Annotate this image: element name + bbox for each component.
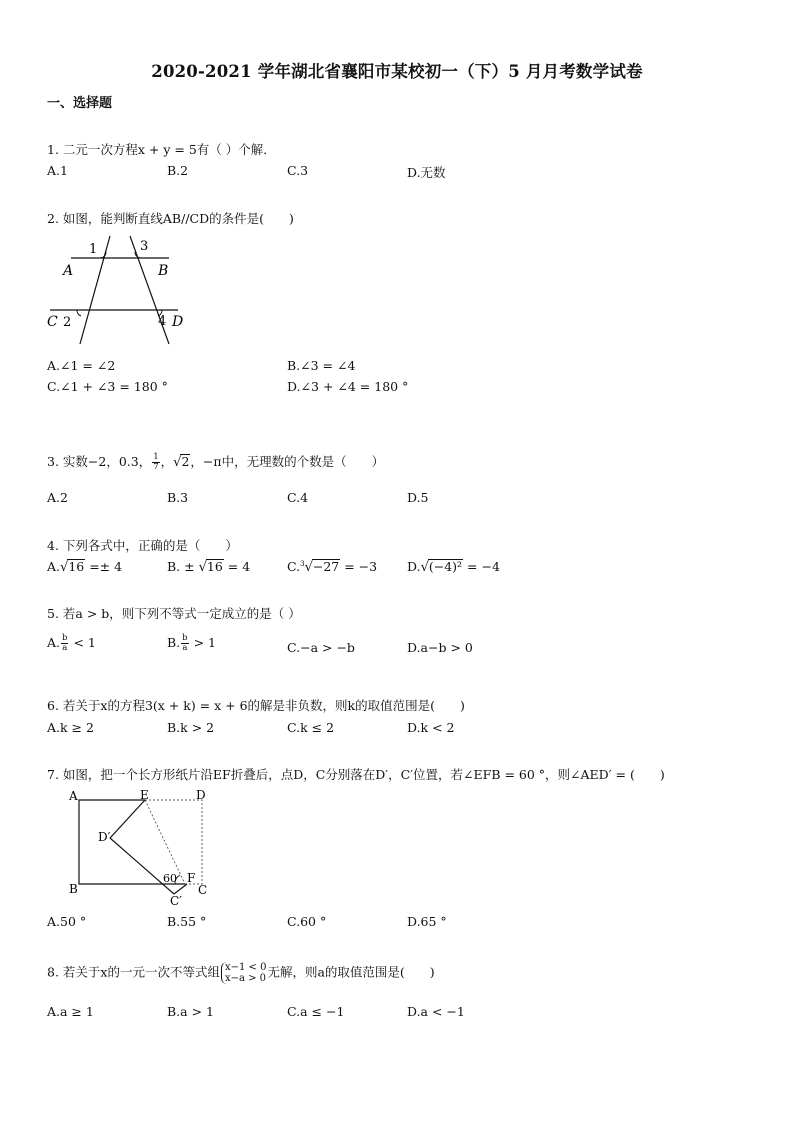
question-7-option-c: C.60 ° bbox=[287, 914, 327, 929]
fig2-label-2: 2 bbox=[63, 315, 72, 330]
fig7-label-Cprime: C′ bbox=[170, 894, 182, 906]
question-4-option-a: A.√16 =± 4 bbox=[47, 559, 123, 575]
question-7-option-b: B.55 ° bbox=[167, 914, 207, 929]
fig2-label-C: C bbox=[47, 314, 58, 330]
question-7-option-d: D.65 ° bbox=[407, 914, 447, 929]
q3-stem-prefix: 3. 实数−2，0.3， bbox=[47, 454, 152, 469]
question-6-option-b: B.k > 2 bbox=[167, 720, 215, 735]
question-5-stem: 5. 若a > b，则下列不等式一定成立的是（ ） bbox=[47, 606, 301, 621]
question-5-option-b: B. $\frac{b}{a}$ > 1 bbox=[167, 633, 216, 653]
fig7-label-B: B bbox=[69, 882, 78, 896]
question-4-option-c: C.$^3$√−27 = −3 bbox=[287, 559, 378, 575]
question-2-option-a: A.∠1 = ∠2 bbox=[47, 358, 116, 373]
fig7-label-C: C bbox=[198, 883, 208, 897]
fig7-label-A: A bbox=[69, 789, 78, 803]
question-7-stem: 7. 如图，把一个长方形纸片沿EF折叠后，点D，C分别落在D′，C′位置，若∠EFB = 60 °，则∠AED′ = ( ) bbox=[47, 767, 665, 782]
question-6-option-d: D.k < 2 bbox=[407, 720, 455, 735]
question-4-option-d: D.√(−4)² = −4 bbox=[407, 559, 500, 575]
question-6-option-a: A.k ≥ 2 bbox=[47, 720, 94, 735]
question-8-option-b: B.a > 1 bbox=[167, 1004, 214, 1019]
q3-frac-num: 1 bbox=[153, 452, 159, 462]
fig7-label-E: E bbox=[140, 788, 149, 802]
fig2-label-3: 3 bbox=[140, 239, 149, 254]
section-heading: 一、选择题 bbox=[47, 96, 113, 111]
fig2-label-A: A bbox=[63, 263, 74, 279]
question-4-stem: 4. 下列各式中，正确的是（ ） bbox=[47, 538, 238, 553]
fig2-label-D: D bbox=[172, 314, 184, 330]
question-5-option-a: A. $\frac{b}{a}$ < 1 bbox=[47, 633, 96, 653]
fig7-label-angle: 60 bbox=[163, 872, 177, 885]
question-8-stem: 8. 若关于x的一元一次不等式组 x−1 < 0 x−a > 0 无解，则a的取值范围是( ) bbox=[47, 962, 435, 984]
question-4-option-b: B. ± √16 = 4 bbox=[167, 559, 251, 575]
question-7-option-a: A.50 ° bbox=[47, 914, 87, 929]
question-5-option-d: D.a−b > 0 bbox=[407, 640, 473, 655]
question-1-option-c: C.3 bbox=[287, 163, 309, 178]
q3-sep: ， bbox=[160, 454, 174, 469]
fig2-label-4: 4 bbox=[158, 314, 167, 329]
question-8-option-a: A.a ≥ 1 bbox=[47, 1004, 94, 1019]
question-1-stem: 1. 二元一次方程x + y = 5有（ ）个解． bbox=[47, 142, 276, 157]
question-7-figure bbox=[62, 786, 217, 906]
question-3-stem: 3. 实数−2，0.3， $\frac{1}{7}$ ，√2，−π中，无理数的个数是（ ） bbox=[47, 452, 385, 472]
question-2-stem: 2. 如图，能判断直线AB//CD的条件是( ) bbox=[47, 211, 294, 226]
question-8-option-c: C.a ≤ −1 bbox=[287, 1004, 345, 1019]
fig2-label-1: 1 bbox=[89, 242, 98, 257]
question-3-option-c: C.4 bbox=[287, 490, 309, 505]
question-5-option-c: C.−a > −b bbox=[287, 640, 355, 655]
question-2-option-d: D.∠3 + ∠4 = 180 ° bbox=[287, 379, 409, 394]
question-6-option-c: C.k ≤ 2 bbox=[287, 720, 335, 735]
fig2-label-B: B bbox=[158, 263, 169, 279]
q3-frac-den: 7 bbox=[153, 462, 159, 472]
question-1-option-d: D.无数 bbox=[407, 165, 446, 180]
question-2-figure bbox=[44, 234, 194, 346]
q3-stem-suffix: ，−π中，无理数的个数是（ ） bbox=[190, 454, 385, 469]
fig7-label-Dprime: D′ bbox=[98, 830, 111, 844]
question-3-option-b: B.3 bbox=[167, 490, 189, 505]
question-8-option-d: D.a < −1 bbox=[407, 1004, 465, 1019]
question-3-option-d: D.5 bbox=[407, 490, 429, 505]
exam-title: 2020-2021 学年湖北省襄阳市某校初一（下）5 月月考数学试卷 bbox=[151, 62, 643, 81]
question-3-option-a: A.2 bbox=[47, 490, 68, 505]
question-1-option-a: A.1 bbox=[47, 163, 68, 178]
q3-sqrt-arg: 2 bbox=[181, 454, 190, 469]
fig7-label-F: F bbox=[187, 871, 196, 885]
question-6-stem: 6. 若关于x的方程3(x + k) = x + 6的解是非负数，则k的取值范围是( ) bbox=[47, 698, 465, 713]
fig7-label-D: D bbox=[196, 788, 206, 802]
q8-inequality-system: x−1 < 0 x−a > 0 bbox=[221, 962, 266, 984]
question-2-option-c: C.∠1 + ∠3 = 180 ° bbox=[47, 379, 168, 394]
question-1-option-b: B.2 bbox=[167, 163, 189, 178]
q3-fraction bbox=[152, 453, 159, 472]
question-2-option-b: B.∠3 = ∠4 bbox=[287, 358, 356, 373]
